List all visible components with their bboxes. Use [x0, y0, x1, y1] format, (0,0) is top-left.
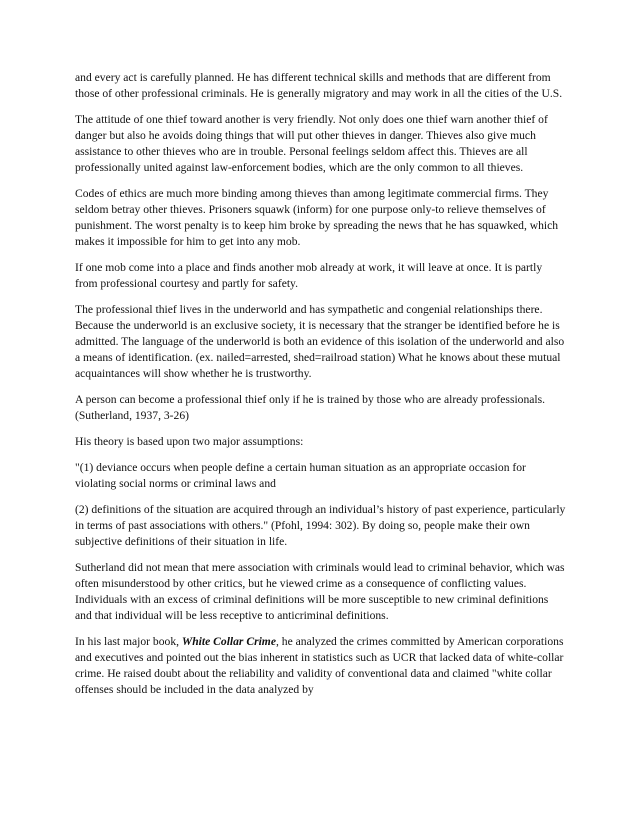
paragraph-assumptions-intro: His theory is based upon two major assumptions:	[75, 435, 304, 448]
paragraph-planning: and every act is carefully planned. He has different technical skills and methods that are different from those of other professional criminals. He is generally migratory and may work in all the cities of the U.S.	[75, 71, 563, 100]
paragraph-assumption-2: (2) definitions of the situation are acquired through an individual’s history of past experience, particularly in terms of past associations with others." (Pfohl, 1994: 302). By doing so, people make their own subjective definitions of their situation in life.	[75, 503, 566, 548]
paragraph-assumption-1: "(1) deviance occurs when people define a certain human situation as an appropriate occasion for violating social norms or criminal laws and	[75, 461, 526, 490]
white-collar-body-text: , he analyzed the crimes committed by American corporations and executives and pointed out the bias inherent in statistics such as UCR that lacked data of white-collar crime. He raised doubt about the reliability and validity of conventional data and claimed "white collar offenses should be included in the data analyzed by	[75, 635, 564, 696]
book-title: White Collar Crime	[181, 635, 276, 648]
paragraph-codes-of-ethics: Codes of ethics are much more binding among thieves than among legitimate commercial firms. They seldom betray other thieves. Prisoners squawk (inform) for one purpose only-to relieve themselves of punishment. The worst penalty is to keep him broke by spreading the news that he has squawked, which makes it impossible for him to get into any mob.	[75, 187, 559, 248]
paragraph-underworld: The professional thief lives in the underworld and has sympathetic and congenial relationships there. Because the underworld is an exclusive society, it is necessary that the stranger be identified before he is admitted. The language of the underworld is both an evidence of this isolation of the underworld and also a means of identification. (ex. nailed=arrested, shed=railroad station) What he knows about these mutual acquaintances will show whether he is trustworthy.	[75, 303, 565, 380]
paragraph-white-collar	[75, 634, 567, 698]
document-body	[75, 70, 567, 708]
paragraph-sutherland-association: Sutherland did not mean that mere association with criminals would lead to criminal behavior, which was often misunderstood by other critics, but he viewed crime as a consequence of conflicting values. Individuals with an excess of criminal definitions will be more susceptible to new criminal definitions and that individual will be less receptive to anticriminal definitions.	[75, 561, 565, 622]
paragraph-thief-attitude: The attitude of one thief toward another is very friendly. Not only does one thief warn another thief of danger but also he avoids doing things that will put other thieves in danger. Thieves also give much assistance to other thieves who are in trouble. Personal feelings seldom affect this. Thieves are all professionally united against law-enforcement bodies, which are the only common to all thieves.	[75, 113, 548, 174]
paragraph-mob-courtesy: If one mob come into a place and finds another mob already at work, it will leave at once. It is partly from professional courtesy and partly for safety.	[75, 261, 543, 290]
white-collar-intro-text: In his last major book,	[75, 635, 182, 648]
paragraph-training: A person can become a professional thief only if he is trained by those who are already professionals. (Sutherland, 1937, 3-26)	[75, 393, 546, 422]
